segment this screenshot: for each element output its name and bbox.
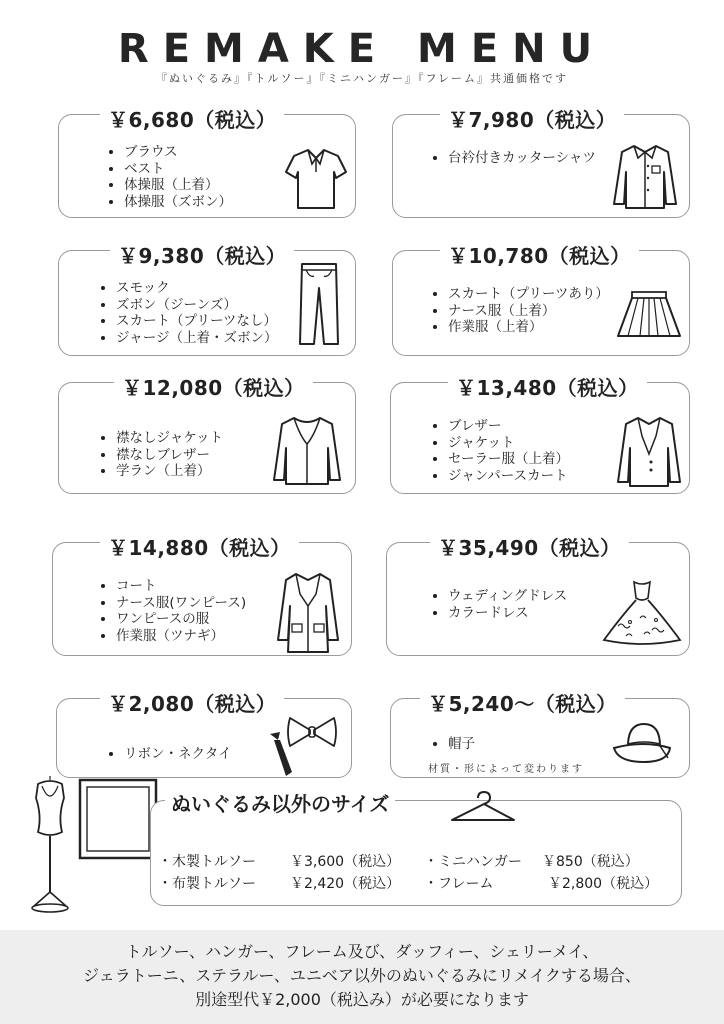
necktie-icon	[264, 730, 294, 778]
list-item: • ベスト	[124, 161, 232, 178]
menu-items-2	[428, 150, 596, 167]
size-item-price: ￥2,420（税込）	[290, 876, 401, 892]
list-item: • 作業服（ツナギ）	[116, 628, 246, 645]
list-item: • 体操服（上着）	[124, 177, 232, 194]
menu-price-6: ￥13,480（税込）	[448, 372, 647, 401]
size-item-price: ￥3,600（税込）	[290, 854, 401, 870]
menu-price-2: ￥7,980（税込）	[440, 104, 624, 133]
list-item: • セーラー服（上着）	[448, 451, 569, 468]
menu-items-9	[104, 746, 231, 763]
footer-line-2: ジェラトーニ、ステラルー、ユニベア以外のぬいぐるみにリメイクする場合、	[83, 966, 641, 985]
list-item: • 襟なしジャケット	[116, 430, 223, 447]
dress-shirt-icon	[612, 142, 678, 212]
collarless-jacket-icon	[272, 414, 342, 486]
menu-price-1: ￥6,680（税込）	[100, 104, 284, 133]
size-row-2	[424, 851, 639, 871]
list-item: • コート	[116, 578, 246, 595]
list-item: • 襟なしブレザー	[116, 447, 223, 464]
list-item: • ワンピースの服	[116, 611, 246, 628]
size-item-name: ・布製トルソー	[158, 876, 256, 892]
menu-items-5	[96, 430, 223, 480]
list-item: • ズボン（ジーンズ）	[116, 297, 277, 314]
list-item: • 帽子	[448, 736, 475, 753]
coat-icon	[276, 570, 340, 654]
menu-items-7	[96, 578, 246, 644]
menu-price-7: ￥14,880（税込）	[100, 532, 299, 561]
footer-line-3: 別途型代￥2,000（税込み）が必要になります	[195, 990, 529, 1009]
list-item: • スカート（プリーツあり）	[448, 286, 609, 303]
footer-line-1: トルソー、ハンガー、フレーム及び、ダッフィー、シェリーメイ、	[125, 942, 599, 961]
list-item: • 台衿付きカッターシャツ	[448, 150, 596, 167]
list-item: • ジャージ（上着・ズボン）	[116, 330, 277, 347]
wedding-dress-icon	[600, 578, 684, 646]
menu-price-9: ￥2,080（税込）	[100, 688, 284, 717]
list-item: • スモック	[116, 280, 277, 297]
menu-price-5: ￥12,080（税込）	[114, 372, 313, 401]
list-item: • ジャンパースカート	[448, 468, 569, 485]
torso-mannequin-icon	[20, 776, 80, 916]
menu-items-3	[96, 280, 277, 346]
page-title: REMAKE MENU	[117, 26, 607, 72]
size-item-name: ・フレーム	[424, 876, 494, 892]
page-subtitle: 『ぬいぐるみ』『トルソー』『ミニハンガー』『フレーム』共通価格です	[155, 72, 569, 85]
list-item: • ナース服(ワンピース)	[116, 595, 246, 612]
hat-icon	[610, 718, 674, 770]
hanger-icon	[448, 790, 518, 826]
menu-price-3: ￥9,380（税込）	[110, 240, 294, 269]
list-item: • リボン・ネクタイ	[124, 746, 231, 763]
blazer-icon	[616, 414, 682, 488]
list-item: • ジャケット	[448, 435, 569, 452]
menu-price-4: ￥10,780（税込）	[440, 240, 639, 269]
list-item: • ウェディングドレス	[448, 588, 567, 605]
menu-price-8: ￥35,490（税込）	[430, 532, 629, 561]
pleated-skirt-icon	[616, 290, 682, 340]
polo-shirt-icon	[284, 146, 348, 212]
list-item: • カラードレス	[448, 605, 567, 622]
hat-price-note: 材質・形によって変わります	[428, 764, 584, 775]
size-row-4	[424, 873, 658, 893]
list-item: • ナース服（上着）	[448, 303, 609, 320]
size-item-name: ・ミニハンガー	[424, 854, 522, 870]
menu-items-8	[428, 588, 567, 621]
size-item-price: ￥850（税込）	[542, 854, 639, 870]
size-item-price: ￥2,800（税込）	[548, 876, 659, 892]
menu-items-6	[428, 418, 569, 484]
list-item: • スカート（プリーツなし）	[116, 313, 277, 330]
list-item: • ブラウス	[124, 144, 232, 161]
size-row-1	[158, 851, 400, 871]
list-item: • ブレザー	[448, 418, 569, 435]
frame-icon	[78, 778, 158, 860]
list-item: • 体操服（ズボン）	[124, 194, 232, 211]
menu-items-10	[428, 736, 475, 753]
menu-price-10: ￥5,240～（税込）	[420, 688, 625, 717]
footer-note	[0, 930, 724, 1024]
list-item: • 学ラン（上着）	[116, 463, 223, 480]
list-item: • 作業服（上着）	[448, 319, 609, 336]
menu-items-1	[104, 144, 232, 210]
size-item-name: ・木製トルソー	[158, 854, 256, 870]
size-section-title: ぬいぐるみ以外のサイズ	[165, 788, 395, 817]
trousers-icon	[298, 262, 340, 346]
menu-items-4	[428, 286, 609, 336]
size-row-3	[158, 873, 400, 893]
